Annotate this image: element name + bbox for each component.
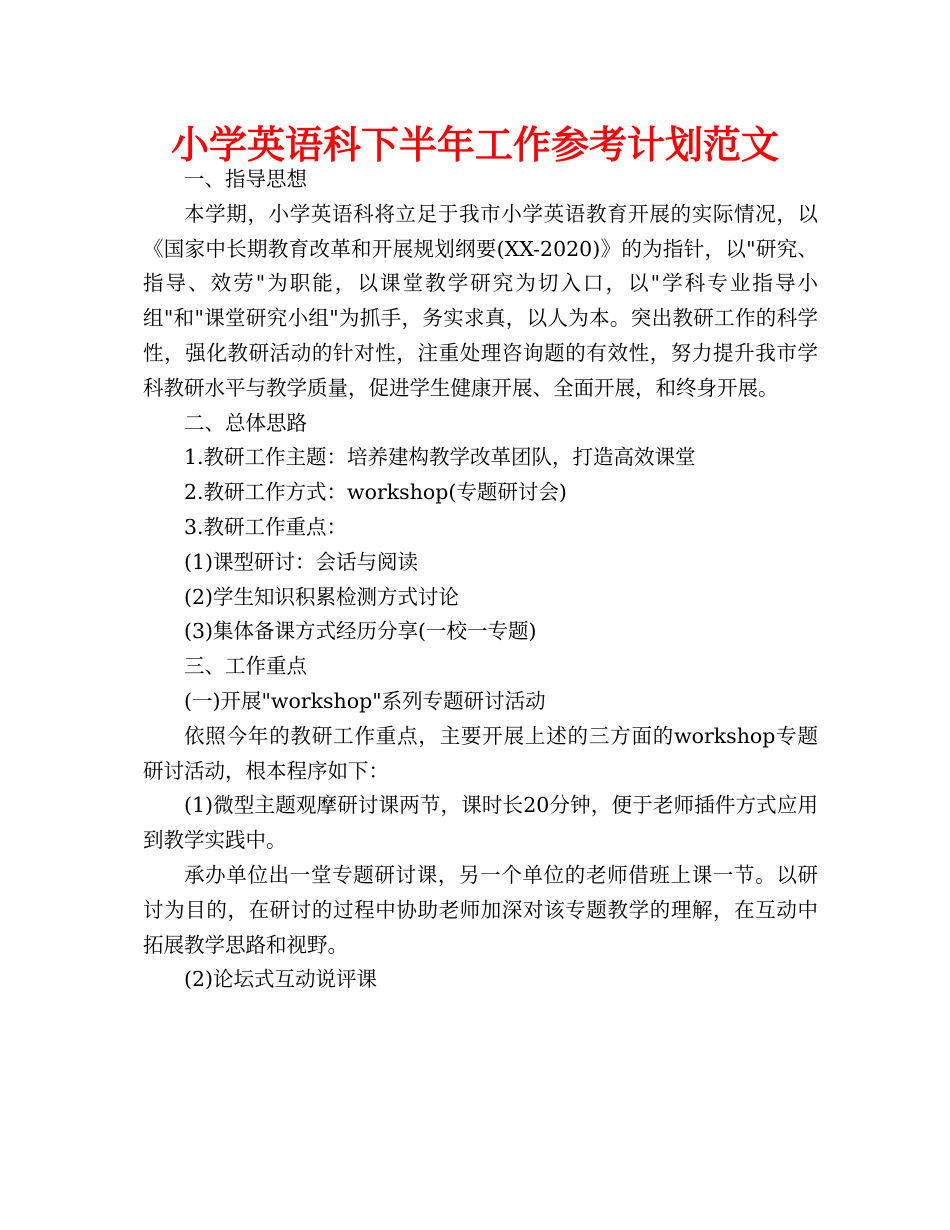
paragraph-micro-lesson: (1)微型主题观摩研讨课两节，课时长20分钟，便于老师插件方式应用到教学实践中。 (143, 793, 818, 853)
paragraph-workshop-intro: 依照今年的教研工作重点，主要开展上述的三方面的workshop专题研讨活动，根本程序如下： (143, 723, 818, 783)
list-item: (3)集体备课方式经历分享(一校一专题) (184, 619, 537, 644)
subheading-workshop: (一)开展"workshop"系列专题研讨活动 (184, 688, 546, 713)
heading-overall-approach: 二、总体思路 (184, 410, 307, 435)
paragraph-guiding-ideology: 本学期，小学英语科将立足于我市小学英语教育开展的实际情况，以《国家中长期教育改革和开展规划纲要(XX-2020)》的为指针，以"研究、指导、效劳"为职能，以课堂教学研究为切入口，以"学科专业指导小组"和"课堂研究小组"为抓手，务实求真，以人为本。突出教研工作的科学性，强化教研活动的针对性，注重处理咨询题的有效性，努力提升我市学科教研水平与教学质量，促进学生健康开展、全面开展，和终身开展。 (143, 201, 818, 400)
document-title: 小学英语科下半年工作参考计划范文 (170, 123, 779, 167)
list-item: (1)课型研讨：会话与阅读 (184, 549, 419, 574)
document-body (143, 162, 818, 997)
paragraph-forum: (2)论坛式互动说评课 (184, 967, 378, 992)
list-item: 1.教研工作主题：培养建构教学改革团队，打造高效课堂 (184, 445, 696, 470)
list-item: (2)学生知识积累检测方式讨论 (184, 584, 460, 609)
list-item: 3.教研工作重点： (184, 514, 348, 539)
paragraph-host-unit: 承办单位出一堂专题研讨课，另一个单位的老师借班上课一节。以研讨为目的，在研讨的过程中协助老师加深对该专题教学的理解，在互动中拓展教学思路和视野。 (143, 862, 818, 957)
heading-guiding-ideology: 一、指导思想 (184, 167, 307, 191)
list-item: 2.教研工作方式：workshop(专题研讨会) (184, 480, 567, 505)
heading-work-focus: 三、工作重点 (184, 654, 307, 679)
